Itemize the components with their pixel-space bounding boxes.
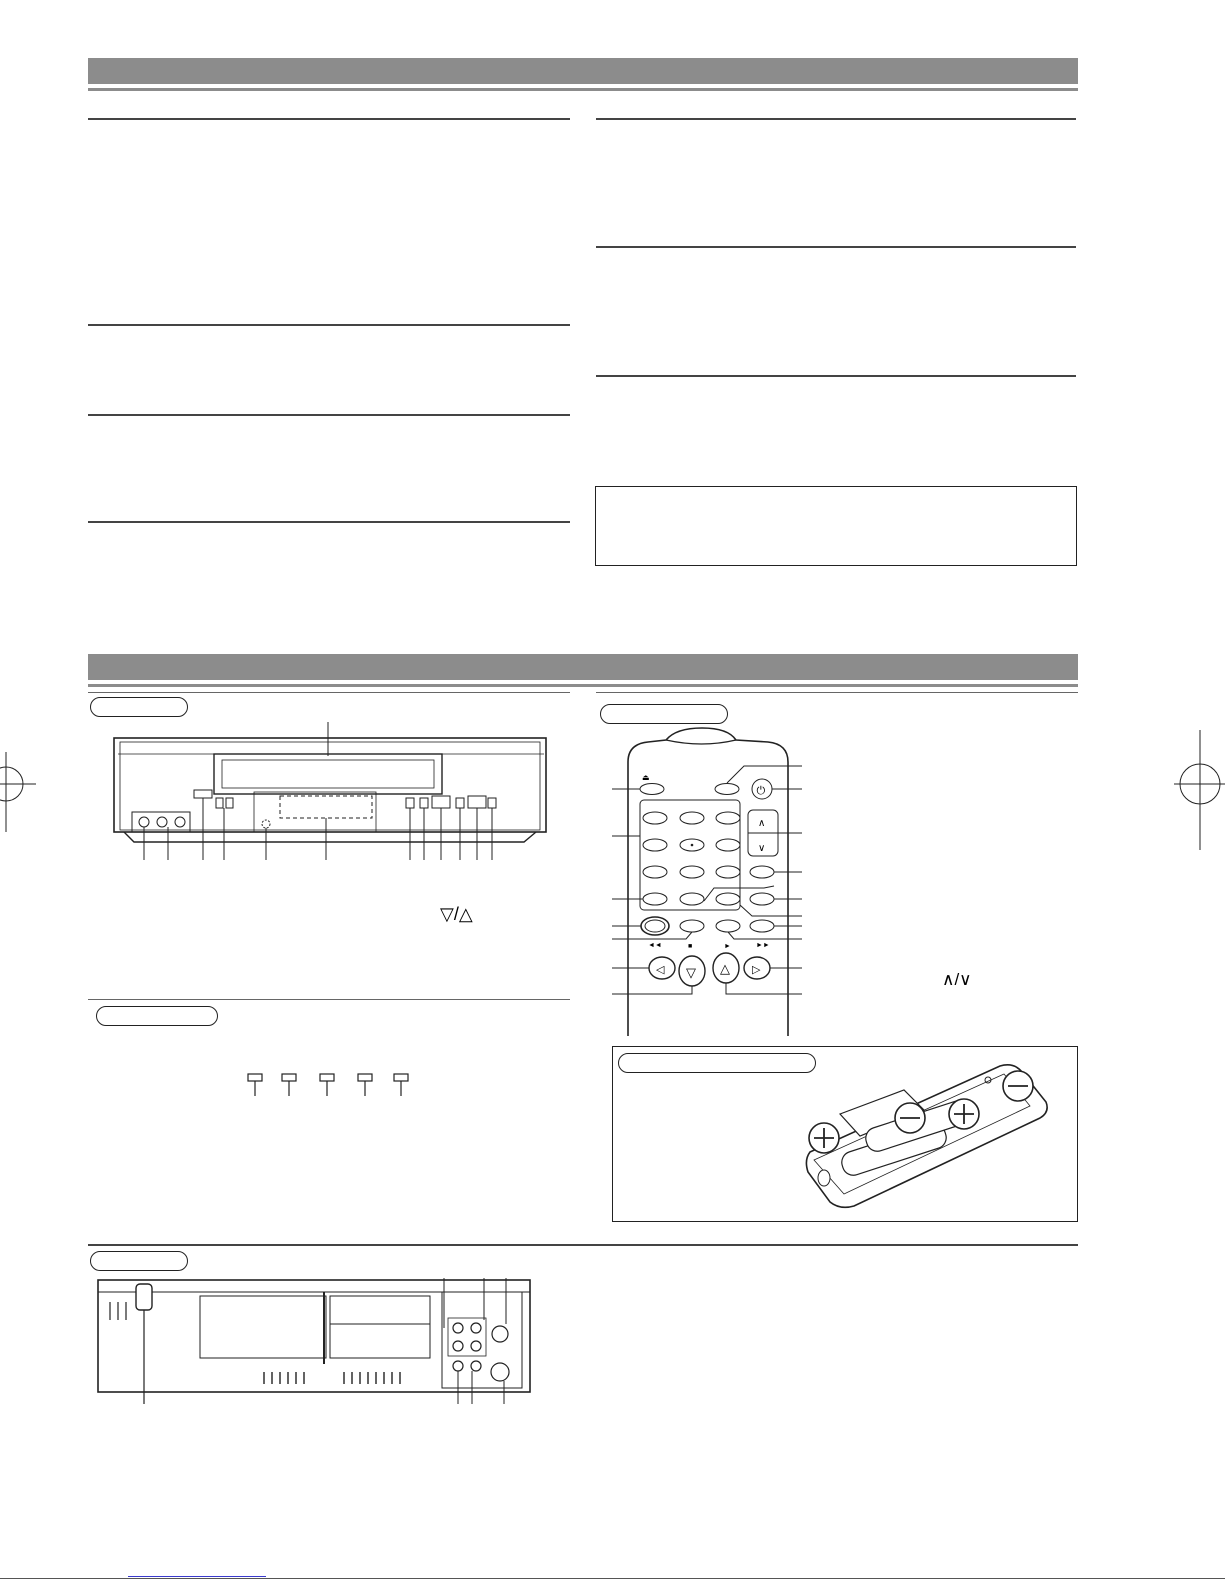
top-section-header-band: [88, 58, 1078, 84]
display-indicator-diagram: [240, 1070, 420, 1100]
right-rule-2: [596, 246, 1076, 248]
rear-panel-diagram: [92, 1272, 536, 1408]
number-key-6: [716, 839, 740, 851]
remote-rule: [596, 692, 1078, 693]
top-section-underline: [88, 88, 1078, 91]
display-indicator-4: [358, 1074, 372, 1081]
note-box: [595, 486, 1077, 566]
number-key-2: [680, 812, 704, 824]
counter-reset-button: [750, 920, 774, 932]
display-button: [750, 866, 774, 878]
audio-out-jack: [471, 1341, 481, 1351]
play-glyph: ►: [724, 943, 731, 950]
left-rule-3: [88, 414, 570, 416]
number-key-9: [716, 866, 740, 878]
channel-down-icon: ∨: [758, 843, 766, 854]
battery-diagram: [800, 1052, 1064, 1212]
number-key-8: [680, 866, 704, 878]
remote-control-diagram: [604, 726, 818, 1038]
vcr-tv-button: [715, 784, 739, 795]
right-crop-mark: [1172, 730, 1225, 850]
left-rule-4: [88, 521, 570, 523]
video-out-jack: [471, 1323, 481, 1333]
clear-button: [680, 920, 704, 932]
rf-out-jack: [491, 1363, 509, 1381]
front-channel-arrows-symbol: ▽/△: [440, 904, 473, 924]
rear-panel-rule: [88, 1244, 1078, 1246]
front-panel-diagram: [104, 720, 560, 865]
display-indicator-5: [394, 1074, 408, 1081]
plus100-key: [716, 893, 740, 905]
vcr-rear-body: [98, 1280, 530, 1392]
page-bottom-edge: [0, 1578, 1225, 1579]
page-bottom-link-underline: [128, 1576, 266, 1577]
left-rule-2: [88, 324, 570, 326]
menu-button: [643, 893, 667, 905]
ch3-4-switch: [453, 1361, 463, 1371]
display-panel-rule: [88, 999, 570, 1000]
display-indicator-1: [248, 1074, 262, 1081]
number-key-4: [643, 839, 667, 851]
display-indicator-3: [320, 1074, 334, 1081]
number-key-3: [716, 812, 740, 824]
audio-in-jack: [453, 1341, 463, 1351]
antenna-in-jack: [492, 1326, 508, 1342]
pause-button: [716, 920, 740, 932]
remote-channel-arrows-symbol: ∧/∨: [942, 970, 972, 989]
fast-forward-icon: ▷: [752, 964, 761, 976]
rf-out-jack-small: [471, 1361, 481, 1371]
display-indicator-2: [282, 1074, 296, 1081]
left-crop-mark: [0, 752, 40, 832]
channel-down-triangle-icon: ▽: [686, 965, 696, 980]
power-icon: ⏻: [756, 785, 766, 797]
eject-glyph: ⏏: [642, 773, 650, 782]
left-rule-1: [88, 118, 570, 120]
power-cord: [136, 1284, 152, 1310]
rewind-icon: ◁: [656, 964, 665, 976]
rear-panel-tag: [90, 1251, 188, 1271]
right-rule-3: [596, 375, 1076, 377]
speed-button: [750, 893, 774, 905]
eject-button: [640, 784, 664, 795]
remote-body: [628, 728, 788, 1036]
number-key-1: [643, 812, 667, 824]
channel-up-icon: ∧: [758, 818, 766, 829]
ir-emitter: [818, 1170, 830, 1186]
number-key-0: [680, 893, 704, 905]
rewind-glyph: ◄◄: [648, 942, 662, 949]
front-panel-tag: [90, 697, 188, 717]
remote-control-tag: [600, 704, 728, 724]
stop-glyph: ■: [688, 943, 693, 950]
channel-up-triangle-icon: △: [720, 961, 730, 976]
controls-section-header-band: [88, 654, 1078, 680]
number-key-7: [643, 866, 667, 878]
display-panel-tag: [96, 1006, 218, 1026]
fast-forward-glyph: ►►: [756, 942, 770, 949]
battery-installation-tag: [618, 1053, 816, 1073]
controls-section-underline: [88, 684, 1078, 687]
front-panel-rule: [88, 692, 570, 693]
video-in-jack: [453, 1323, 463, 1333]
right-rule-1: [596, 118, 1076, 120]
